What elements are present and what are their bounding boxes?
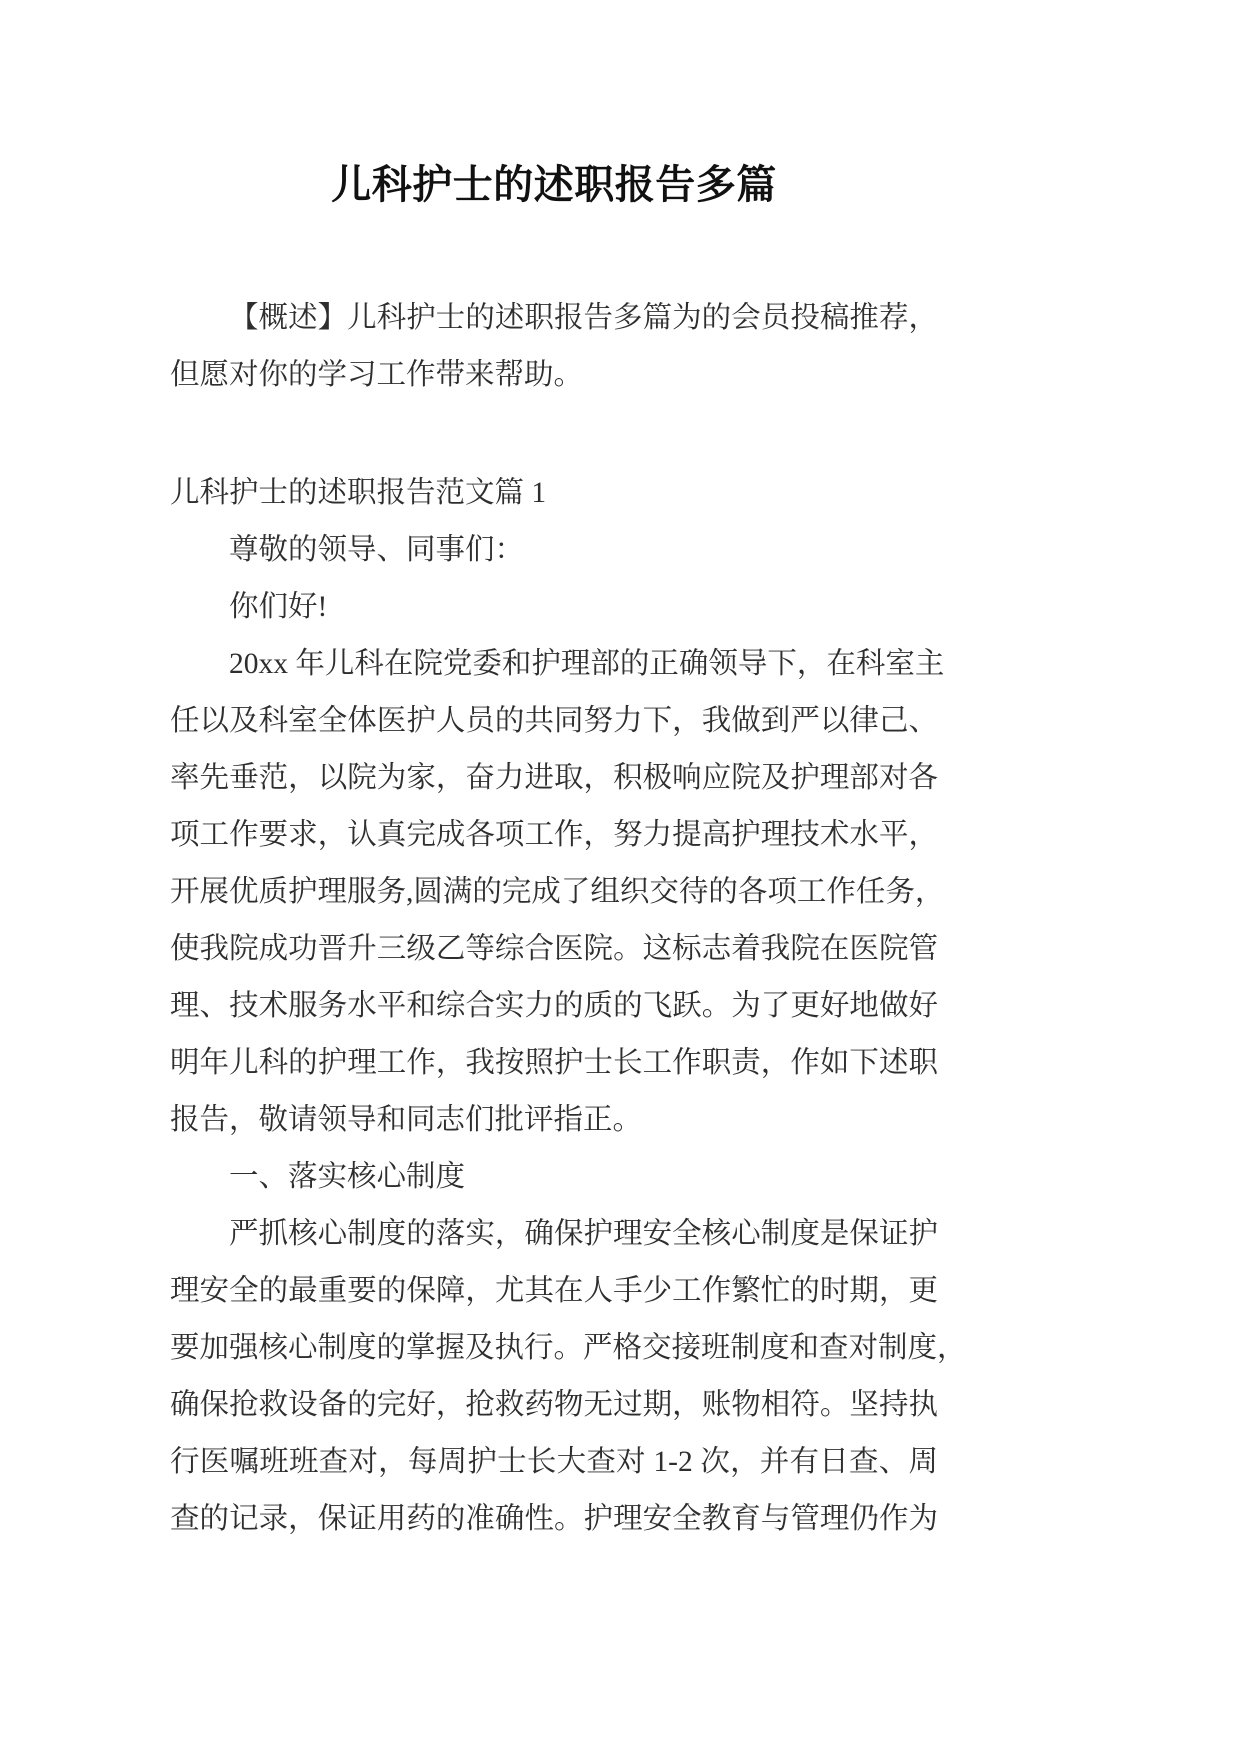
paragraph-line: 明年儿科的护理工作，我按照护士长工作职责，作如下述职: [170, 1047, 938, 1079]
intro-paragraph: [170, 636, 945, 1149]
paragraph-line: 率先垂范，以院为家，奋力进取，积极响应院及护理部对各: [170, 762, 938, 794]
summary-paragraph: [170, 290, 938, 404]
paragraph-line: 报告，敬请领导和同志们批评指正。: [170, 1104, 643, 1136]
paragraph-line: 20xx 年儿科在院党委和护理部的正确领导下，在科室主: [229, 648, 945, 680]
paragraph-line: 查的记录，保证用药的准确性。护理安全教育与管理仍作为: [170, 1503, 938, 1535]
paragraph-line: 【概述】儿科护士的述职报告多篇为的会员投稿推荐，: [229, 302, 938, 334]
greeting: 你们好!: [229, 591, 328, 623]
section-paragraph: [170, 1206, 967, 1548]
paragraph-line: 开展优质护理服务,圆满的完成了组织交待的各项工作任务，: [170, 876, 945, 908]
paragraph-line: 使我院成功晋升三级乙等综合医院。这标志着我院在医院管: [170, 933, 938, 965]
paragraph-line: 理、技术服务水平和综合实力的质的飞跃。为了更好地做好: [170, 990, 938, 1022]
section-heading: 一、落实核心制度: [229, 1161, 466, 1193]
paragraph-line: 理安全的最重要的保障，尤其在人手少工作繁忙的时期，更: [170, 1275, 938, 1307]
paragraph-line: 但愿对你的学习工作带来帮助。: [170, 359, 584, 391]
paragraph-line: 行医嘱班班查对，每周护士长大查对 1-2 次，并有日查、周: [170, 1446, 938, 1478]
paragraph-line: 项工作要求，认真完成各项工作，努力提高护理技术水平，: [170, 819, 938, 851]
paragraph-line: 任以及科室全体医护人员的共同努力下，我做到严以律己、: [170, 705, 938, 737]
paragraph-line: 严抓核心制度的落实，确保护理安全核心制度是保证护: [229, 1218, 938, 1250]
document-body: [170, 290, 967, 1548]
document-title: 儿科护士的述职报告多篇: [331, 162, 777, 207]
article-title: 儿科护士的述职报告范文篇 1: [170, 477, 547, 509]
salutation: 尊敬的领导、同事们：: [229, 534, 525, 566]
paragraph-line: 要加强核心制度的掌握及执行。严格交接班制度和查对制度，: [170, 1332, 967, 1364]
paragraph-line: 确保抢救设备的完好，抢救药物无过期，账物相符。坚持执: [170, 1389, 938, 1421]
